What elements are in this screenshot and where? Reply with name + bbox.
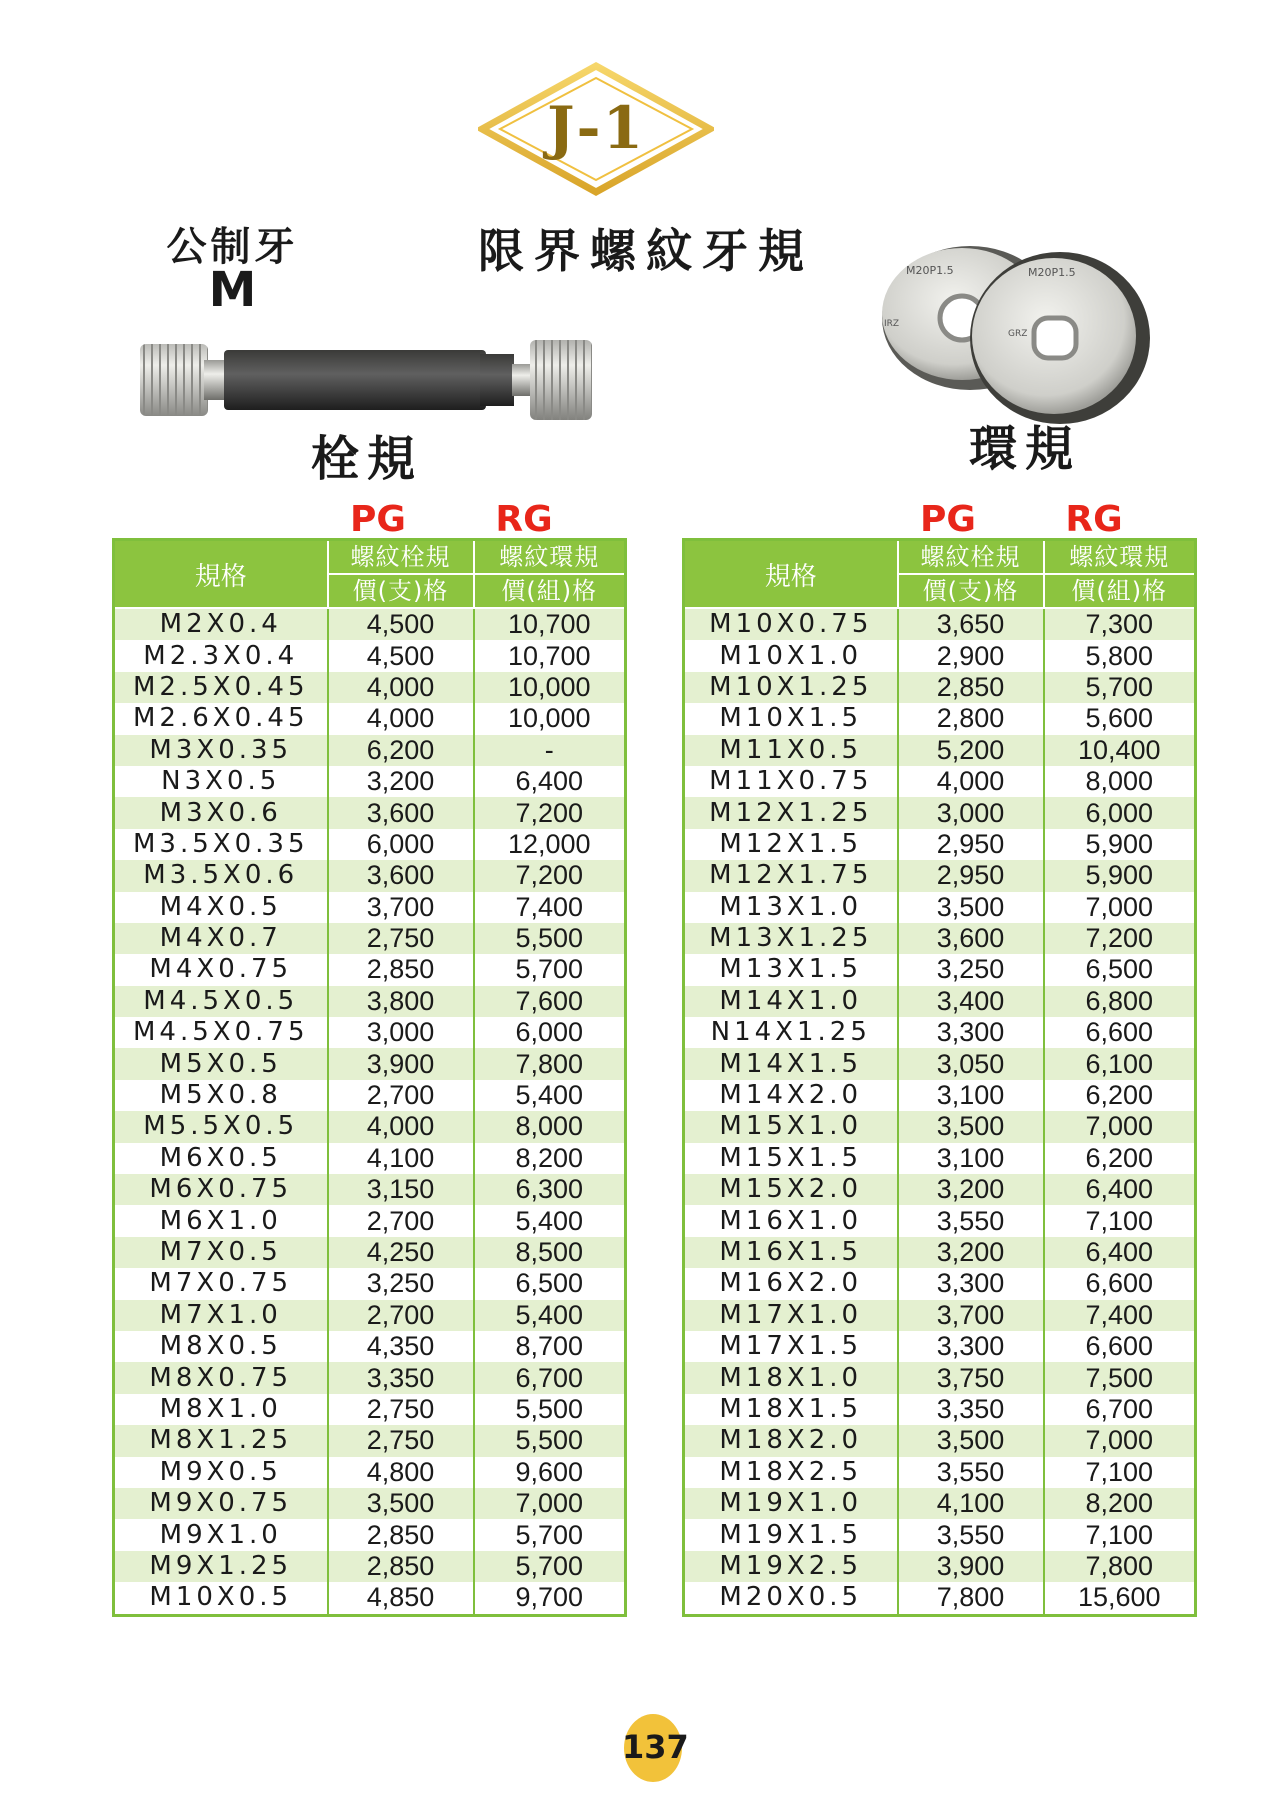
spec-cell: M19X2.5 [684, 1551, 898, 1582]
table-row [684, 1080, 1196, 1111]
rg-price-cell: 5,900 [1044, 829, 1196, 860]
rg-price-cell: 7,000 [1044, 1425, 1196, 1456]
pg-price-cell: 4,000 [328, 672, 474, 703]
spec-cell: M14X1.5 [684, 1048, 898, 1079]
pg-price-cell: 3,100 [898, 1143, 1044, 1174]
table-row [114, 923, 626, 954]
table-row [684, 1362, 1196, 1393]
rg-price-cell: 7,000 [1044, 1111, 1196, 1142]
spec-cell: M6X0.75 [114, 1174, 328, 1205]
spec-cell: M16X1.5 [684, 1237, 898, 1268]
rg-price-cell: 6,800 [1044, 986, 1196, 1017]
table-row [684, 1394, 1196, 1425]
spec-cell: M9X0.5 [114, 1457, 328, 1488]
rg-price-cell: 6,700 [474, 1362, 626, 1393]
ring-engraving-2: M20P1.5 [1028, 266, 1076, 279]
table-row [114, 1457, 626, 1488]
pg-price-cell: 2,950 [898, 829, 1044, 860]
rg-price-cell: 7,200 [1044, 923, 1196, 954]
table-row [684, 766, 1196, 797]
pg-price-cell: 2,950 [898, 860, 1044, 891]
pg-price-cell: 4,800 [328, 1457, 474, 1488]
ring-engraving-1: M20P1.5 [906, 264, 954, 277]
rg-price-cell: 7,300 [1044, 608, 1196, 640]
table-row [114, 640, 626, 671]
table-row [114, 703, 626, 734]
spec-cell: M9X0.75 [114, 1488, 328, 1519]
spec-cell: M13X1.25 [684, 923, 898, 954]
pg-price-cell: 6,000 [328, 829, 474, 860]
rg-price-cell: 8,000 [1044, 766, 1196, 797]
spec-cell: M14X2.0 [684, 1080, 898, 1111]
table-row [684, 829, 1196, 860]
table-row [684, 892, 1196, 923]
pg-price-cell: 7,800 [898, 1582, 1044, 1615]
header-spec: 規格 [114, 540, 328, 609]
rg-price-cell: 5,500 [474, 1394, 626, 1425]
pg-price-cell: 3,300 [898, 1331, 1044, 1362]
spec-cell: M17X1.0 [684, 1300, 898, 1331]
rg-price-cell: 7,100 [1044, 1519, 1196, 1550]
header-pg-line1: 螺紋栓規 [898, 540, 1044, 575]
spec-cell: M18X2.0 [684, 1425, 898, 1456]
table-row [114, 735, 626, 766]
rg-price-cell: 6,000 [1044, 797, 1196, 828]
table-row [114, 797, 626, 828]
rg-price-cell: 7,200 [474, 797, 626, 828]
table-row [114, 954, 626, 985]
table-row [684, 923, 1196, 954]
table-row [114, 1362, 626, 1393]
spec-cell: M18X1.5 [684, 1394, 898, 1425]
table-row [114, 1519, 626, 1550]
pg-price-cell: 3,250 [328, 1268, 474, 1299]
pg-price-cell: 3,300 [898, 1268, 1044, 1299]
rg-price-cell: 7,800 [1044, 1551, 1196, 1582]
spec-cell: M4X0.5 [114, 892, 328, 923]
table-row [684, 1457, 1196, 1488]
table-row [684, 954, 1196, 985]
pg-price-cell: 3,900 [898, 1551, 1044, 1582]
pg-price-cell: 4,000 [898, 766, 1044, 797]
pg-price-cell: 3,650 [898, 608, 1044, 640]
ring-mark-2: GRZ [1008, 329, 1028, 339]
spec-cell: M18X2.5 [684, 1457, 898, 1488]
pg-price-cell: 3,150 [328, 1174, 474, 1205]
table-row [684, 1519, 1196, 1550]
spec-cell: M3X0.6 [114, 797, 328, 828]
rg-price-cell: 7,100 [1044, 1457, 1196, 1488]
table-row [114, 1048, 626, 1079]
table-row [114, 986, 626, 1017]
spec-cell: M8X0.5 [114, 1331, 328, 1362]
table-row [684, 1551, 1196, 1582]
pg-price-cell: 3,750 [898, 1362, 1044, 1393]
rg-price-cell: 10,700 [474, 608, 626, 640]
price-table-left [112, 538, 627, 1617]
table-row [114, 608, 626, 640]
rg-price-cell: 6,700 [1044, 1394, 1196, 1425]
spec-cell: M3.5X0.35 [114, 829, 328, 860]
spec-cell: M8X0.75 [114, 1362, 328, 1393]
table-row [114, 1268, 626, 1299]
rg-price-cell: 6,200 [1044, 1143, 1196, 1174]
table-row [684, 1111, 1196, 1142]
spec-cell: M15X1.5 [684, 1143, 898, 1174]
spec-cell: M5.5X0.5 [114, 1111, 328, 1142]
spec-cell: M16X2.0 [684, 1268, 898, 1299]
pg-price-cell: 4,000 [328, 1111, 474, 1142]
rg-price-cell: 8,200 [474, 1143, 626, 1174]
spec-cell: M2.3X0.4 [114, 640, 328, 671]
rg-price-cell: 6,400 [1044, 1174, 1196, 1205]
rg-price-cell: 10,400 [1044, 735, 1196, 766]
pg-price-cell: 3,350 [328, 1362, 474, 1393]
table-row [114, 1017, 626, 1048]
spec-cell: M7X0.75 [114, 1268, 328, 1299]
table-row [114, 672, 626, 703]
pg-price-cell: 4,500 [328, 640, 474, 671]
spec-cell: M14X1.0 [684, 986, 898, 1017]
rg-price-cell: 5,700 [474, 1519, 626, 1550]
spec-cell: M2.5X0.45 [114, 672, 328, 703]
pg-code-right: PG [920, 499, 976, 540]
spec-cell: M2X0.4 [114, 608, 328, 640]
rg-price-cell: 6,400 [474, 766, 626, 797]
pg-price-cell: 3,550 [898, 1457, 1044, 1488]
spec-cell: M6X0.5 [114, 1143, 328, 1174]
spec-cell: M4X0.75 [114, 954, 328, 985]
rg-price-cell: 5,400 [474, 1300, 626, 1331]
rg-price-cell: 12,000 [474, 829, 626, 860]
pg-code-left: PG [350, 499, 406, 540]
spec-cell: M5X0.5 [114, 1048, 328, 1079]
thread-type-code: M [208, 262, 257, 318]
rg-code-left: RG [495, 499, 553, 540]
spec-cell: M2.6X0.45 [114, 703, 328, 734]
table-row [114, 892, 626, 923]
rg-price-cell: 7,400 [474, 892, 626, 923]
table-row [114, 1394, 626, 1425]
pg-price-cell: 6,200 [328, 735, 474, 766]
rg-price-cell: 7,600 [474, 986, 626, 1017]
pg-price-cell: 2,700 [328, 1300, 474, 1331]
table-row [114, 1205, 626, 1236]
pg-price-cell: 3,400 [898, 986, 1044, 1017]
rg-price-cell: - [474, 735, 626, 766]
spec-cell: M16X1.0 [684, 1205, 898, 1236]
table-row [684, 1205, 1196, 1236]
rg-price-cell: 8,500 [474, 1237, 626, 1268]
rg-price-cell: 9,600 [474, 1457, 626, 1488]
table-row [684, 1143, 1196, 1174]
rg-price-cell: 5,900 [1044, 860, 1196, 891]
header-rg-line1: 螺紋環規 [1044, 540, 1196, 575]
table-row [114, 1488, 626, 1519]
rg-price-cell: 7,400 [1044, 1300, 1196, 1331]
spec-cell: M12X1.75 [684, 860, 898, 891]
spec-cell: M18X1.0 [684, 1362, 898, 1393]
pg-price-cell: 4,500 [328, 608, 474, 640]
spec-cell: M20X0.5 [684, 1582, 898, 1615]
pg-price-cell: 3,800 [328, 986, 474, 1017]
pg-price-cell: 2,800 [898, 703, 1044, 734]
rg-price-cell: 15,600 [1044, 1582, 1196, 1615]
header-spec: 規格 [684, 540, 898, 609]
table-row [684, 1174, 1196, 1205]
spec-cell: M19X1.5 [684, 1519, 898, 1550]
spec-cell: N14X1.25 [684, 1017, 898, 1048]
ring-gauge-label: 環規 [968, 421, 1081, 477]
pg-price-cell: 3,600 [328, 797, 474, 828]
page-title: 限界螺紋牙規 [478, 224, 814, 278]
table-row [684, 608, 1196, 640]
table-row [684, 640, 1196, 671]
table-row [114, 766, 626, 797]
table-row [114, 829, 626, 860]
pg-price-cell: 2,850 [328, 1519, 474, 1550]
rg-price-cell: 6,000 [474, 1017, 626, 1048]
table-row [114, 1582, 626, 1615]
table-row [684, 1300, 1196, 1331]
rg-price-cell: 5,700 [474, 954, 626, 985]
spec-cell: M7X1.0 [114, 1300, 328, 1331]
spec-cell: M10X1.25 [684, 672, 898, 703]
rg-price-cell: 5,700 [1044, 672, 1196, 703]
table-row [684, 1048, 1196, 1079]
pg-price-cell: 3,500 [898, 1111, 1044, 1142]
header-pg-line2: 價(支)格 [898, 574, 1044, 608]
spec-cell: M8X1.25 [114, 1425, 328, 1456]
pg-price-cell: 4,250 [328, 1237, 474, 1268]
pg-price-cell: 3,500 [898, 892, 1044, 923]
pg-price-cell: 2,850 [898, 672, 1044, 703]
pg-price-cell: 3,050 [898, 1048, 1044, 1079]
spec-cell: M6X1.0 [114, 1205, 328, 1236]
rg-price-cell: 6,400 [1044, 1237, 1196, 1268]
pg-price-cell: 2,700 [328, 1080, 474, 1111]
spec-cell: M11X0.75 [684, 766, 898, 797]
spec-cell: M15X1.0 [684, 1111, 898, 1142]
spec-cell: M13X1.5 [684, 954, 898, 985]
pg-price-cell: 3,000 [328, 1017, 474, 1048]
pg-price-cell: 3,600 [328, 860, 474, 891]
rg-price-cell: 8,000 [474, 1111, 626, 1142]
pg-price-cell: 3,700 [898, 1300, 1044, 1331]
price-table-right-section [682, 499, 1194, 1617]
thread-type-label: 公制牙 [166, 224, 299, 270]
ring-mark-1: IRZ [884, 319, 900, 329]
pg-price-cell: 2,900 [898, 640, 1044, 671]
rg-price-cell: 6,600 [1044, 1268, 1196, 1299]
spec-cell: M3X0.35 [114, 735, 328, 766]
rg-price-cell: 5,500 [474, 1425, 626, 1456]
pg-price-cell: 4,100 [898, 1488, 1044, 1519]
pg-price-cell: 4,000 [328, 703, 474, 734]
pg-price-cell: 3,700 [328, 892, 474, 923]
rg-price-cell: 7,000 [1044, 892, 1196, 923]
rg-price-cell: 6,100 [1044, 1048, 1196, 1079]
pg-price-cell: 3,600 [898, 923, 1044, 954]
rg-price-cell: 6,200 [1044, 1080, 1196, 1111]
pg-price-cell: 3,250 [898, 954, 1044, 985]
pg-price-cell: 3,500 [898, 1425, 1044, 1456]
header-pg-line2: 價(支)格 [328, 574, 474, 608]
table-row [114, 1111, 626, 1142]
rg-price-cell: 10,000 [474, 703, 626, 734]
table-row [684, 1017, 1196, 1048]
spec-cell: M12X1.5 [684, 829, 898, 860]
pg-price-cell: 3,550 [898, 1205, 1044, 1236]
pg-price-cell: 3,350 [898, 1394, 1044, 1425]
table-row [684, 1237, 1196, 1268]
pg-price-cell: 3,100 [898, 1080, 1044, 1111]
table-row [114, 860, 626, 891]
spec-cell: M3.5X0.6 [114, 860, 328, 891]
spec-cell: M4.5X0.5 [114, 986, 328, 1017]
rg-price-cell: 5,700 [474, 1551, 626, 1582]
rg-price-cell: 6,600 [1044, 1331, 1196, 1362]
rg-price-cell: 7,100 [1044, 1205, 1196, 1236]
spec-cell: M10X0.75 [684, 608, 898, 640]
pg-price-cell: 5,200 [898, 735, 1044, 766]
table-row [684, 672, 1196, 703]
spec-cell: M11X0.5 [684, 735, 898, 766]
pg-price-cell: 3,300 [898, 1017, 1044, 1048]
rg-code-right: RG [1065, 499, 1123, 540]
spec-cell: M7X0.5 [114, 1237, 328, 1268]
rg-price-cell: 7,200 [474, 860, 626, 891]
pg-price-cell: 2,850 [328, 1551, 474, 1582]
spec-cell: M13X1.0 [684, 892, 898, 923]
pg-price-cell: 2,750 [328, 923, 474, 954]
rg-price-cell: 6,500 [1044, 954, 1196, 985]
ring-gauge-image [870, 238, 1155, 428]
table-row [684, 797, 1196, 828]
table-row [684, 1582, 1196, 1615]
pg-price-cell: 3,200 [328, 766, 474, 797]
table-row [684, 1268, 1196, 1299]
spec-cell: M15X2.0 [684, 1174, 898, 1205]
spec-cell: M9X1.25 [114, 1551, 328, 1582]
pg-price-cell: 2,700 [328, 1205, 474, 1236]
spec-cell: M4.5X0.75 [114, 1017, 328, 1048]
rg-price-cell: 5,500 [474, 923, 626, 954]
pg-price-cell: 4,850 [328, 1582, 474, 1615]
table-row [684, 735, 1196, 766]
rg-price-cell: 5,400 [474, 1205, 626, 1236]
table-row [684, 1331, 1196, 1362]
spec-cell: M12X1.25 [684, 797, 898, 828]
spec-cell: M8X1.0 [114, 1394, 328, 1425]
header-rg-line1: 螺紋環規 [474, 540, 626, 575]
pg-price-cell: 3,900 [328, 1048, 474, 1079]
rg-price-cell: 9,700 [474, 1582, 626, 1615]
table-row [684, 860, 1196, 891]
table-row [684, 986, 1196, 1017]
rg-price-cell: 5,600 [1044, 703, 1196, 734]
rg-price-cell: 7,800 [474, 1048, 626, 1079]
pg-price-cell: 3,500 [328, 1488, 474, 1519]
table-row [114, 1237, 626, 1268]
pg-price-cell: 3,550 [898, 1519, 1044, 1550]
spec-cell: M10X0.5 [114, 1582, 328, 1615]
series-code: J-1 [547, 94, 645, 162]
table-row [114, 1425, 626, 1456]
table-row [114, 1143, 626, 1174]
pg-price-cell: 3,200 [898, 1174, 1044, 1205]
spec-cell: M4X0.7 [114, 923, 328, 954]
pg-price-cell: 4,100 [328, 1143, 474, 1174]
spec-cell: N3X0.5 [114, 766, 328, 797]
pg-price-cell: 3,000 [898, 797, 1044, 828]
table-row [684, 1488, 1196, 1519]
rg-price-cell: 8,700 [474, 1331, 626, 1362]
header-rg-line2: 價(組)格 [474, 574, 626, 608]
table-row [114, 1331, 626, 1362]
plug-gauge-label: 栓規 [310, 431, 423, 487]
pg-price-cell: 2,850 [328, 954, 474, 985]
header-rg-line2: 價(組)格 [1044, 574, 1196, 608]
rg-price-cell: 5,800 [1044, 640, 1196, 671]
rg-price-cell: 6,300 [474, 1174, 626, 1205]
spec-cell: M17X1.5 [684, 1331, 898, 1362]
table-row [114, 1551, 626, 1582]
pg-price-cell: 4,350 [328, 1331, 474, 1362]
page-number: 137 [622, 1728, 689, 1766]
table-row [114, 1080, 626, 1111]
pg-price-cell: 2,750 [328, 1394, 474, 1425]
header-pg-line1: 螺紋栓規 [328, 540, 474, 575]
rg-price-cell: 8,200 [1044, 1488, 1196, 1519]
pg-price-cell: 2,750 [328, 1425, 474, 1456]
rg-price-cell: 6,500 [474, 1268, 626, 1299]
table-row [684, 1425, 1196, 1456]
spec-cell: M10X1.0 [684, 640, 898, 671]
spec-cell: M10X1.5 [684, 703, 898, 734]
spec-cell: M19X1.0 [684, 1488, 898, 1519]
price-table-left-section [112, 499, 624, 1617]
rg-price-cell: 7,000 [474, 1488, 626, 1519]
rg-price-cell: 5,400 [474, 1080, 626, 1111]
plug-gauge-image [138, 330, 608, 430]
table-row [114, 1300, 626, 1331]
spec-cell: M9X1.0 [114, 1519, 328, 1550]
rg-price-cell: 6,600 [1044, 1017, 1196, 1048]
rg-price-cell: 7,500 [1044, 1362, 1196, 1393]
price-table-right [682, 538, 1197, 1617]
rg-price-cell: 10,000 [474, 672, 626, 703]
pg-price-cell: 3,200 [898, 1237, 1044, 1268]
table-row [114, 1174, 626, 1205]
spec-cell: M5X0.8 [114, 1080, 328, 1111]
table-row [684, 703, 1196, 734]
rg-price-cell: 10,700 [474, 640, 626, 671]
